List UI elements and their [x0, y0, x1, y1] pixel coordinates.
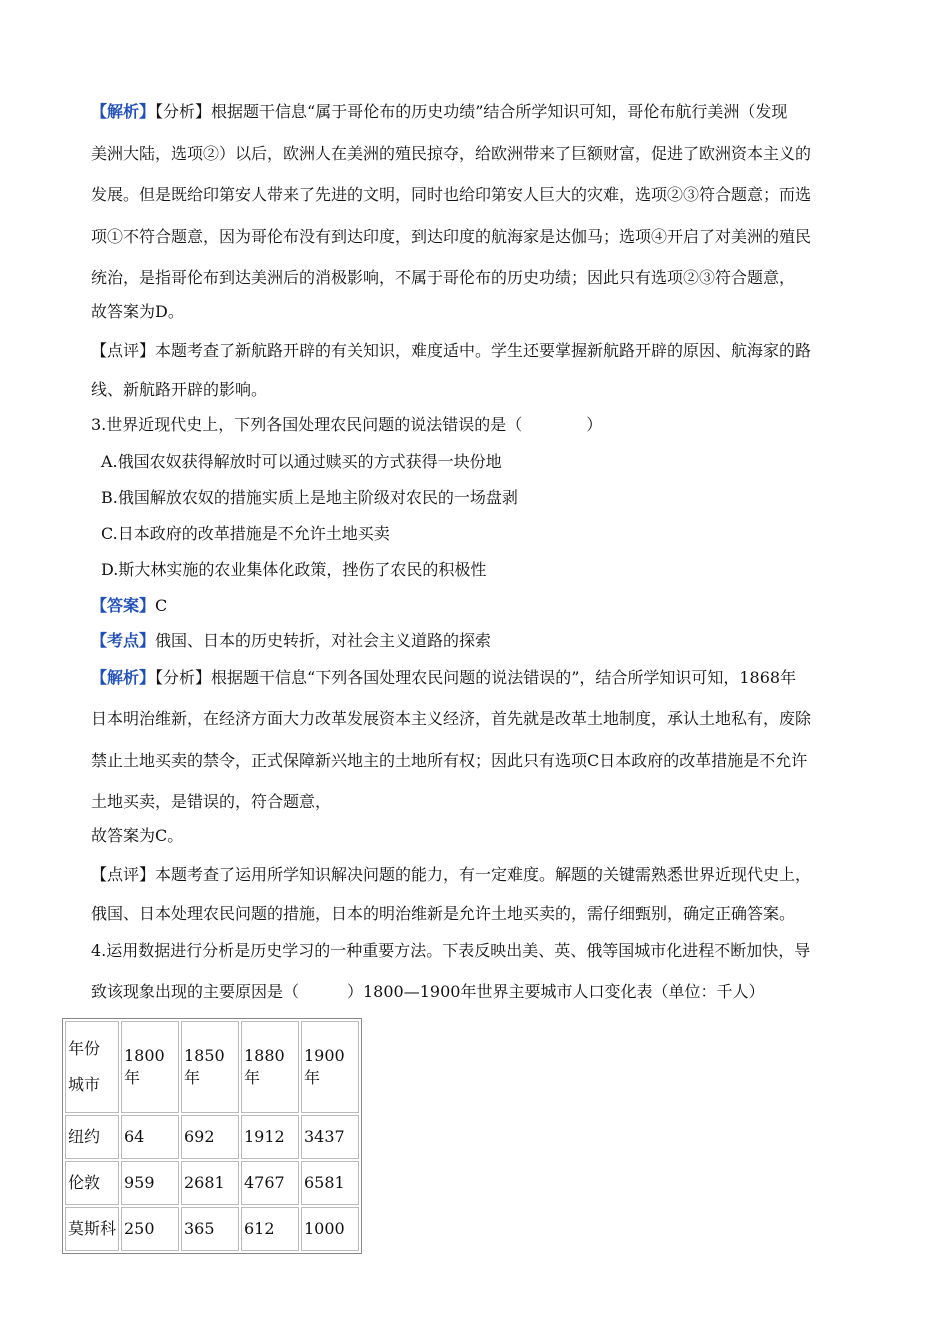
value-cell: 612: [241, 1207, 299, 1251]
q2-review-line-1: 【点评】本题考查了新航路开辟的有关知识，难度适中。学生还要掌握新航路开辟的原因、航海家的路: [91, 341, 812, 360]
q3-analysis-line-1: 【解析】【分析】根据题干信息“下列各国处理农民问题的说法错误的”，结合所学知识可知，1868年: [91, 668, 797, 687]
q3-option-a: A.俄国农奴获得解放时可以通过赎买的方式获得一块份地: [101, 452, 502, 471]
value-cell: 1000: [301, 1207, 359, 1251]
q3-review-line-1: 【点评】本题考查了运用所学知识解决问题的能力，有一定难度。解题的关键需熟悉世界近现代史上，: [91, 865, 812, 884]
table-corner-cell: [65, 1021, 119, 1113]
table-header-row: [65, 1021, 359, 1113]
q2-analysis-line-4: 项①不符合题意，因为哥伦布没有到达印度，到达印度的航海家是达伽马；选项④开启了对美洲的殖民: [91, 227, 812, 246]
analysis-tag: 【解析】: [91, 668, 156, 687]
q3-option-b: B.俄国解放农奴的措施实质上是地主阶级对农民的一场盘剥: [101, 488, 518, 507]
year-header: 1880年: [241, 1021, 299, 1113]
value-cell: 4767: [241, 1161, 299, 1205]
q2-analysis-line-1: 【解析】【分析】根据题干信息“属于哥伦布的历史功绩”结合所学知识可知，哥伦布航行美洲（发现: [91, 102, 788, 121]
analysis-tag: 【解析】: [91, 102, 156, 121]
q2-answer-line: 故答案为D。: [91, 302, 184, 321]
answer-value: C: [155, 596, 168, 615]
value-cell: 365: [181, 1207, 239, 1251]
q2-analysis-line-2: 美洲大陆，选项②）以后，欧洲人在美洲的殖民掠夺，给欧洲带来了巨额财富，促进了欧洲资本主义的: [91, 144, 812, 163]
year-header: 1900年: [301, 1021, 359, 1113]
value-cell: 692: [181, 1115, 239, 1159]
q3-option-d: D.斯大林实施的农业集体化政策，挫伤了农民的积极性: [101, 560, 487, 579]
year-header: 1850年: [181, 1021, 239, 1113]
table-row: [65, 1161, 359, 1205]
table-row: [65, 1115, 359, 1159]
value-cell: 3437: [301, 1115, 359, 1159]
q3-stem: 3.世界近现代史上，下列各国处理农民问题的说法错误的是（ ）: [91, 415, 603, 434]
answer-tag: 【答案】: [91, 596, 156, 615]
city-cell: 伦敦: [65, 1161, 119, 1205]
value-cell: 64: [121, 1115, 179, 1159]
year-header: 1800年: [121, 1021, 179, 1113]
q3-analysis-line-3: 禁止土地买卖的禁令，正式保障新兴地主的土地所有权；因此只有选项C日本政府的改革措施是不允许: [91, 751, 808, 770]
q3-analysis-line-4: 土地买卖，是错误的，符合题意，: [91, 792, 332, 811]
q2-analysis-line-3: 发展。但是既给印第安人带来了先进的文明，同时也给印第安人巨大的灾难，选项②③符合题意；而选: [91, 185, 812, 204]
city-cell: 莫斯科: [65, 1207, 119, 1251]
kaodian-tag: 【考点】: [91, 631, 156, 650]
q3-analysis-line-2: 日本明治维新，在经济方面大力改革发展资本主义经济，首先就是改革土地制度，承认土地私有，废除: [91, 709, 812, 728]
value-cell: 959: [121, 1161, 179, 1205]
q2-analysis-line-5: 统治，是指哥伦布到达美洲后的消极影响，不属于哥伦布的历史功绩；因此只有选项②③符合题意，: [91, 268, 796, 287]
q3-kaodian: [91, 630, 491, 652]
q3-answer-line: 故答案为C。: [91, 826, 184, 845]
q3-answer: [91, 595, 167, 617]
kaodian-text: 俄国、日本的历史转折，对社会主义道路的探索: [155, 631, 492, 650]
city-cell: 纽约: [65, 1115, 119, 1159]
corner-year-label: 年份: [68, 1039, 101, 1058]
population-table: [62, 1018, 362, 1254]
q2-review-line-2: 线、新航路开辟的影响。: [91, 380, 268, 399]
value-cell: 2681: [181, 1161, 239, 1205]
q4-stem-line-1: 4.运用数据进行分析是历史学习的一种重要方法。下表反映出美、英、俄等国城市化进程不断加快，导: [91, 941, 811, 960]
table-row: [65, 1207, 359, 1251]
value-cell: 1912: [241, 1115, 299, 1159]
q3-option-c: C.日本政府的改革措施是不允许土地买卖: [101, 524, 390, 543]
corner-city-label: 城市: [68, 1075, 101, 1094]
value-cell: 6581: [301, 1161, 359, 1205]
q3-review-line-2: 俄国、日本处理农民问题的措施，日本的明治维新是允许土地买卖的，需仔细甄别，确定正确答案。: [91, 904, 796, 923]
value-cell: 250: [121, 1207, 179, 1251]
q4-stem-line-2: 致该现象出现的主要原因是（ ）1800—1900年世界主要城市人口变化表（单位：千人）: [91, 982, 765, 1001]
